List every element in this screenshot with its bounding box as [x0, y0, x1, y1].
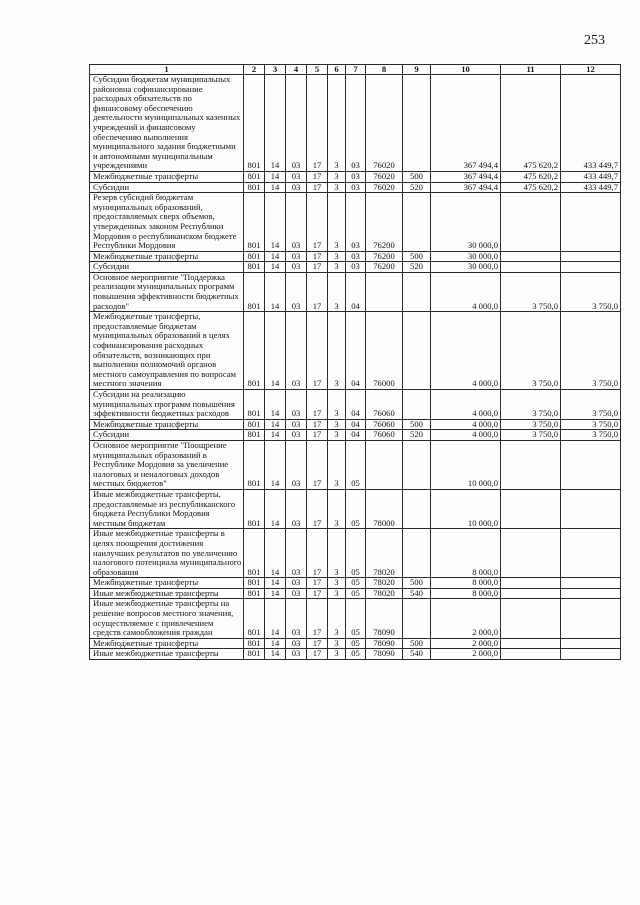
- code-801-cell: 801: [244, 419, 265, 430]
- expense-type-cell: [403, 75, 431, 172]
- subsection-cell: 03: [286, 171, 307, 182]
- amount-year3-cell: [561, 440, 621, 489]
- budget-table: [89, 64, 621, 660]
- direction-cell: 76020: [366, 171, 403, 182]
- program-cell: 17: [307, 578, 328, 589]
- subprogram-cell: 3: [328, 251, 346, 262]
- subprogram-cell: 3: [328, 489, 346, 528]
- program-cell: 17: [307, 649, 328, 660]
- subsection-cell: 03: [286, 182, 307, 193]
- amount-year2-cell: [501, 262, 561, 273]
- expense-type-cell: 500: [403, 419, 431, 430]
- expense-type-cell: [403, 390, 431, 420]
- subsection-cell: 03: [286, 440, 307, 489]
- amount-year3-cell: 433 449,7: [561, 75, 621, 172]
- section-cell: 14: [265, 75, 286, 172]
- amount-year2-cell: [501, 529, 561, 578]
- code-801-cell: 801: [244, 529, 265, 578]
- subprogram-cell: 3: [328, 262, 346, 273]
- amount-year1-cell: 8 000,0: [431, 588, 501, 599]
- subsection-cell: 03: [286, 262, 307, 273]
- item-name-cell: Межбюджетные трансферты: [90, 638, 244, 649]
- amount-year2-cell: 475 620,2: [501, 75, 561, 172]
- event-cell: 05: [346, 599, 366, 638]
- program-cell: 17: [307, 430, 328, 441]
- expense-type-cell: 520: [403, 262, 431, 273]
- subsection-cell: 03: [286, 649, 307, 660]
- table-row: [90, 529, 621, 578]
- amount-year1-cell: 4 000,0: [431, 390, 501, 420]
- section-cell: 14: [265, 272, 286, 311]
- amount-year2-cell: [501, 440, 561, 489]
- subsection-cell: 03: [286, 599, 307, 638]
- amount-year1-cell: 30 000,0: [431, 262, 501, 273]
- amount-year3-cell: [561, 529, 621, 578]
- program-cell: 17: [307, 262, 328, 273]
- amount-year2-cell: 3 750,0: [501, 272, 561, 311]
- subprogram-cell: 3: [328, 75, 346, 172]
- subsection-cell: 03: [286, 251, 307, 262]
- code-801-cell: 801: [244, 272, 265, 311]
- subprogram-cell: 3: [328, 171, 346, 182]
- program-cell: 17: [307, 529, 328, 578]
- program-cell: 17: [307, 419, 328, 430]
- subprogram-cell: 3: [328, 272, 346, 311]
- expense-type-cell: 540: [403, 649, 431, 660]
- subprogram-cell: 3: [328, 599, 346, 638]
- event-cell: 05: [346, 638, 366, 649]
- event-cell: 05: [346, 588, 366, 599]
- direction-cell: 78020: [366, 578, 403, 589]
- event-cell: 04: [346, 312, 366, 390]
- column-header: 2: [244, 65, 265, 75]
- subprogram-cell: 3: [328, 182, 346, 193]
- event-cell: 03: [346, 193, 366, 252]
- subsection-cell: 03: [286, 578, 307, 589]
- item-name-cell: Межбюджетные трансферты, предоставляемые бюджетам муниципальных образований в целях софинансирования расходных обязательств, возникающих при выполнении полномочий органов местного самоуправления по вопросам местного значения: [90, 312, 244, 390]
- amount-year1-cell: 4 000,0: [431, 312, 501, 390]
- amount-year2-cell: [501, 578, 561, 589]
- table-row: [90, 171, 621, 182]
- amount-year2-cell: 3 750,0: [501, 390, 561, 420]
- program-cell: 17: [307, 193, 328, 252]
- code-801-cell: 801: [244, 251, 265, 262]
- item-name-cell: Межбюджетные трансферты: [90, 419, 244, 430]
- code-801-cell: 801: [244, 312, 265, 390]
- section-cell: 14: [265, 529, 286, 578]
- column-header: 8: [366, 65, 403, 75]
- expense-type-cell: 520: [403, 430, 431, 441]
- amount-year1-cell: 367 494,4: [431, 171, 501, 182]
- section-cell: 14: [265, 588, 286, 599]
- subprogram-cell: 3: [328, 312, 346, 390]
- event-cell: 04: [346, 419, 366, 430]
- amount-year3-cell: [561, 251, 621, 262]
- item-name-cell: Межбюджетные трансферты: [90, 578, 244, 589]
- expense-type-cell: [403, 312, 431, 390]
- expense-type-cell: 500: [403, 251, 431, 262]
- amount-year1-cell: 4 000,0: [431, 272, 501, 311]
- expense-type-cell: 520: [403, 182, 431, 193]
- program-cell: 17: [307, 588, 328, 599]
- amount-year2-cell: [501, 599, 561, 638]
- section-cell: 14: [265, 440, 286, 489]
- item-name-cell: Иные межбюджетные трансферты на решение вопросов местного значения, осуществляемое с привлечением средств самообложения граждан: [90, 599, 244, 638]
- amount-year1-cell: 4 000,0: [431, 419, 501, 430]
- code-801-cell: 801: [244, 649, 265, 660]
- section-cell: 14: [265, 649, 286, 660]
- event-cell: 05: [346, 489, 366, 528]
- amount-year1-cell: 30 000,0: [431, 251, 501, 262]
- column-header: 7: [346, 65, 366, 75]
- code-801-cell: 801: [244, 430, 265, 441]
- program-cell: 17: [307, 171, 328, 182]
- section-cell: 14: [265, 390, 286, 420]
- subprogram-cell: 3: [328, 638, 346, 649]
- expense-type-cell: [403, 599, 431, 638]
- subsection-cell: 03: [286, 489, 307, 528]
- table-row: [90, 182, 621, 193]
- subprogram-cell: 3: [328, 430, 346, 441]
- table-row: [90, 193, 621, 252]
- table-header-row: [90, 65, 621, 75]
- amount-year2-cell: 475 620,2: [501, 182, 561, 193]
- amount-year1-cell: 10 000,0: [431, 440, 501, 489]
- item-name-cell: Основное мероприятие "Поощрение муниципальных образований в Республике Мордовия за увеличение налоговых и неналоговых доходов местных бюджетов": [90, 440, 244, 489]
- table-row: [90, 312, 621, 390]
- expense-type-cell: 500: [403, 171, 431, 182]
- amount-year3-cell: [561, 193, 621, 252]
- event-cell: 05: [346, 578, 366, 589]
- direction-cell: 76060: [366, 419, 403, 430]
- item-name-cell: Резерв субсидий бюджетам муниципальных образований, предоставляемых сверх объемов, утвержденных законом Республики Мордовия о республиканском бюджете Республики Мордовия: [90, 193, 244, 252]
- table-row: [90, 419, 621, 430]
- direction-cell: 76200: [366, 193, 403, 252]
- section-cell: 14: [265, 251, 286, 262]
- code-801-cell: 801: [244, 182, 265, 193]
- amount-year2-cell: 3 750,0: [501, 312, 561, 390]
- table-row: [90, 251, 621, 262]
- expense-type-cell: [403, 272, 431, 311]
- program-cell: 17: [307, 251, 328, 262]
- event-cell: 04: [346, 430, 366, 441]
- program-cell: 17: [307, 312, 328, 390]
- amount-year1-cell: 4 000,0: [431, 430, 501, 441]
- event-cell: 03: [346, 251, 366, 262]
- amount-year1-cell: 2 000,0: [431, 638, 501, 649]
- amount-year2-cell: [501, 649, 561, 660]
- code-801-cell: 801: [244, 638, 265, 649]
- column-header: 6: [328, 65, 346, 75]
- event-cell: 05: [346, 649, 366, 660]
- table-row: [90, 262, 621, 273]
- direction-cell: 76060: [366, 430, 403, 441]
- program-cell: 17: [307, 272, 328, 311]
- program-cell: 17: [307, 599, 328, 638]
- subprogram-cell: 3: [328, 193, 346, 252]
- direction-cell: 76200: [366, 262, 403, 273]
- amount-year2-cell: 475 620,2: [501, 171, 561, 182]
- event-cell: 04: [346, 390, 366, 420]
- event-cell: 03: [346, 262, 366, 273]
- code-801-cell: 801: [244, 193, 265, 252]
- subprogram-cell: 3: [328, 578, 346, 589]
- section-cell: 14: [265, 182, 286, 193]
- column-header: 4: [286, 65, 307, 75]
- direction-cell: 78090: [366, 638, 403, 649]
- section-cell: 14: [265, 419, 286, 430]
- amount-year3-cell: [561, 638, 621, 649]
- column-header: 12: [561, 65, 621, 75]
- item-name-cell: Иные межбюджетные трансферты: [90, 649, 244, 660]
- code-801-cell: 801: [244, 599, 265, 638]
- event-cell: 05: [346, 440, 366, 489]
- program-cell: 17: [307, 390, 328, 420]
- amount-year3-cell: 433 449,7: [561, 182, 621, 193]
- amount-year3-cell: [561, 649, 621, 660]
- amount-year3-cell: [561, 489, 621, 528]
- code-801-cell: 801: [244, 390, 265, 420]
- table-row: [90, 599, 621, 638]
- expense-type-cell: 500: [403, 578, 431, 589]
- table-row: [90, 588, 621, 599]
- amount-year2-cell: [501, 193, 561, 252]
- subsection-cell: 03: [286, 529, 307, 578]
- code-801-cell: 801: [244, 171, 265, 182]
- item-name-cell: Субсидии: [90, 182, 244, 193]
- program-cell: 17: [307, 75, 328, 172]
- section-cell: 14: [265, 262, 286, 273]
- subsection-cell: 03: [286, 638, 307, 649]
- amount-year3-cell: 433 449,7: [561, 171, 621, 182]
- item-name-cell: Иные межбюджетные трансферты, предоставляемые из республиканского бюджета Республики Мордовия местным бюджетам: [90, 489, 244, 528]
- section-cell: 14: [265, 489, 286, 528]
- column-header: 1: [90, 65, 244, 75]
- event-cell: 05: [346, 529, 366, 578]
- column-header: 11: [501, 65, 561, 75]
- amount-year2-cell: [501, 588, 561, 599]
- table-body: [90, 75, 621, 660]
- subprogram-cell: 3: [328, 440, 346, 489]
- item-name-cell: Субсидии: [90, 262, 244, 273]
- subprogram-cell: 3: [328, 419, 346, 430]
- code-801-cell: 801: [244, 489, 265, 528]
- expense-type-cell: 540: [403, 588, 431, 599]
- amount-year1-cell: 30 000,0: [431, 193, 501, 252]
- subsection-cell: 03: [286, 272, 307, 311]
- subsection-cell: 03: [286, 193, 307, 252]
- section-cell: 14: [265, 193, 286, 252]
- event-cell: 03: [346, 75, 366, 172]
- direction-cell: 76020: [366, 75, 403, 172]
- direction-cell: 78000: [366, 489, 403, 528]
- direction-cell: 76060: [366, 390, 403, 420]
- section-cell: 14: [265, 578, 286, 589]
- section-cell: 14: [265, 171, 286, 182]
- item-name-cell: Межбюджетные трансферты: [90, 251, 244, 262]
- amount-year2-cell: 3 750,0: [501, 419, 561, 430]
- column-header: 5: [307, 65, 328, 75]
- amount-year1-cell: 367 494,4: [431, 182, 501, 193]
- section-cell: 14: [265, 638, 286, 649]
- item-name-cell: Межбюджетные трансферты: [90, 171, 244, 182]
- amount-year3-cell: 3 750,0: [561, 272, 621, 311]
- expense-type-cell: [403, 529, 431, 578]
- amount-year3-cell: 3 750,0: [561, 419, 621, 430]
- amount-year1-cell: 10 000,0: [431, 489, 501, 528]
- table-row: [90, 272, 621, 311]
- amount-year3-cell: 3 750,0: [561, 430, 621, 441]
- code-801-cell: 801: [244, 440, 265, 489]
- subprogram-cell: 3: [328, 649, 346, 660]
- code-801-cell: 801: [244, 588, 265, 599]
- direction-cell: 78090: [366, 649, 403, 660]
- direction-cell: 78020: [366, 529, 403, 578]
- event-cell: 03: [346, 182, 366, 193]
- amount-year2-cell: [501, 489, 561, 528]
- expense-type-cell: [403, 193, 431, 252]
- direction-cell: [366, 440, 403, 489]
- direction-cell: 78090: [366, 599, 403, 638]
- amount-year3-cell: [561, 578, 621, 589]
- section-cell: 14: [265, 430, 286, 441]
- amount-year3-cell: 3 750,0: [561, 312, 621, 390]
- amount-year2-cell: [501, 638, 561, 649]
- direction-cell: 76200: [366, 251, 403, 262]
- item-name-cell: Субсидии: [90, 430, 244, 441]
- amount-year1-cell: 8 000,0: [431, 578, 501, 589]
- subsection-cell: 03: [286, 312, 307, 390]
- table-row: [90, 578, 621, 589]
- amount-year1-cell: 8 000,0: [431, 529, 501, 578]
- code-801-cell: 801: [244, 262, 265, 273]
- amount-year3-cell: [561, 262, 621, 273]
- program-cell: 17: [307, 638, 328, 649]
- direction-cell: [366, 272, 403, 311]
- subsection-cell: 03: [286, 588, 307, 599]
- subsection-cell: 03: [286, 419, 307, 430]
- item-name-cell: Иные межбюджетные трансферты в целях поощрения достижения наилучших результатов по увеличению налогового потенциала муниципального образования: [90, 529, 244, 578]
- subprogram-cell: 3: [328, 390, 346, 420]
- code-801-cell: 801: [244, 578, 265, 589]
- event-cell: 03: [346, 171, 366, 182]
- amount-year3-cell: [561, 599, 621, 638]
- amount-year3-cell: 3 750,0: [561, 390, 621, 420]
- table-row: [90, 649, 621, 660]
- expense-type-cell: [403, 440, 431, 489]
- subprogram-cell: 3: [328, 588, 346, 599]
- item-name-cell: Основное мероприятие "Поддержка реализации муниципальных программ повышения эффективности бюджетных расходов": [90, 272, 244, 311]
- page-number: 253: [584, 33, 605, 48]
- column-header: 10: [431, 65, 501, 75]
- table-row: [90, 390, 621, 420]
- program-cell: 17: [307, 440, 328, 489]
- table-row: [90, 440, 621, 489]
- amount-year2-cell: 3 750,0: [501, 430, 561, 441]
- expense-type-cell: 500: [403, 638, 431, 649]
- subsection-cell: 03: [286, 390, 307, 420]
- subsection-cell: 03: [286, 430, 307, 441]
- column-header: 9: [403, 65, 431, 75]
- program-cell: 17: [307, 489, 328, 528]
- table-row: [90, 430, 621, 441]
- table-row: [90, 75, 621, 172]
- section-cell: 14: [265, 312, 286, 390]
- column-header: 3: [265, 65, 286, 75]
- expense-type-cell: [403, 489, 431, 528]
- subprogram-cell: 3: [328, 529, 346, 578]
- table-row: [90, 489, 621, 528]
- direction-cell: 76020: [366, 182, 403, 193]
- event-cell: 04: [346, 272, 366, 311]
- amount-year3-cell: [561, 588, 621, 599]
- table-row: [90, 638, 621, 649]
- amount-year1-cell: 2 000,0: [431, 599, 501, 638]
- amount-year2-cell: [501, 251, 561, 262]
- item-name-cell: Иные межбюджетные трансферты: [90, 588, 244, 599]
- code-801-cell: 801: [244, 75, 265, 172]
- program-cell: 17: [307, 182, 328, 193]
- direction-cell: 78020: [366, 588, 403, 599]
- subsection-cell: 03: [286, 75, 307, 172]
- section-cell: 14: [265, 599, 286, 638]
- amount-year1-cell: 2 000,0: [431, 649, 501, 660]
- amount-year1-cell: 367 494,4: [431, 75, 501, 172]
- item-name-cell: Субсидии бюджетам муниципальных районовна софинансирование расходных обязательств по финансовому обеспечению деятельности муниципальных казенных учреждений и финансовому обеспечению выполнения муниципального задания бюджетными и автономными муниципальным учреждениями: [90, 75, 244, 172]
- item-name-cell: Субсидии на реализацию муниципальных программ повышения эффективности бюджетных расходов: [90, 390, 244, 420]
- direction-cell: 76000: [366, 312, 403, 390]
